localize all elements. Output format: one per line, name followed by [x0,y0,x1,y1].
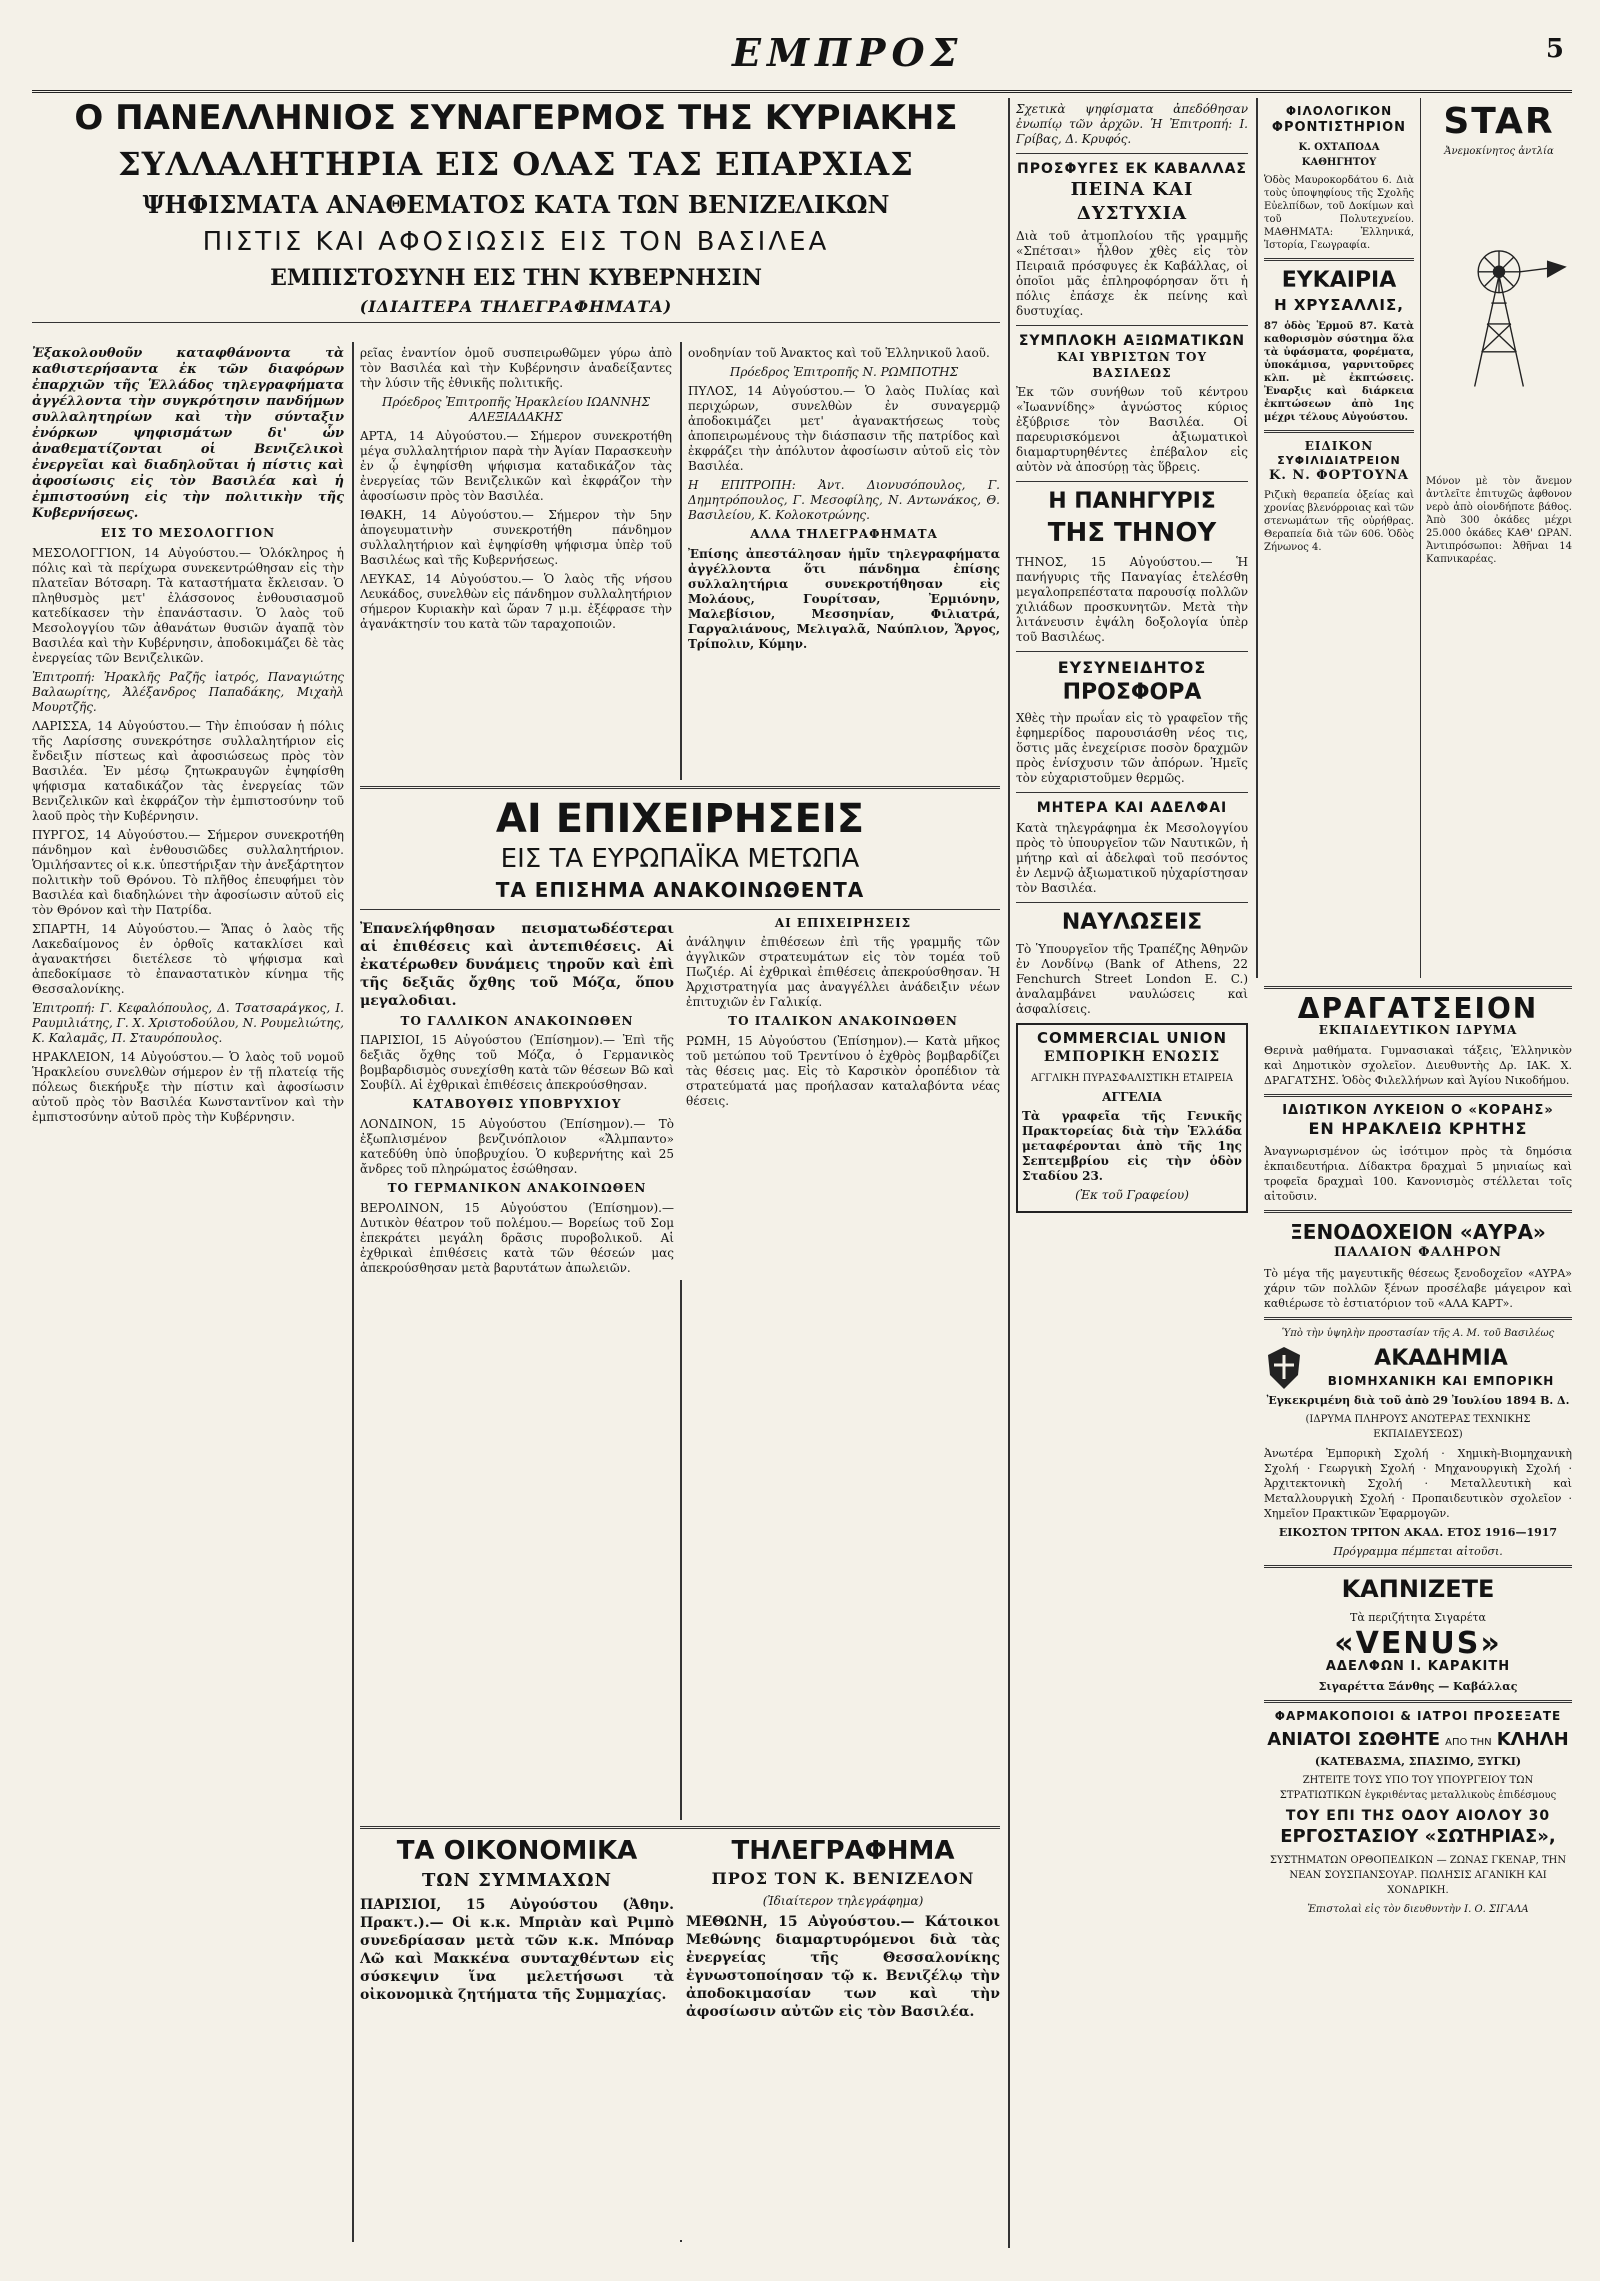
war-col-right [686,916,1000,1280]
academy-header [1264,1345,1572,1389]
koraes-text: Ἀναγνωρισμένον ὡς ἰσότιμον πρὸς τὰ δημόσια ἐκπαιδευτήρια. Δίδακτρα δραχμαὶ 5 μηνιαίως καὶ τροφεῖα δραχμαὶ 100. Κανονισμὸς στέλλεται τοῖς αἰτοῦσιν. [1264,1145,1572,1204]
italian-bulletin: ΡΩΜΗ, 15 Αὐγούστου (Ἐπίσημον).— Κατὰ μῆκος τοῦ μετώπου τοῦ Τρεντίνου ὁ ἐχθρὸς βομβαρδίζει τὰς θέσεις μας. Εἰς τὸ Καρσικὸν ὀροπέδιον τὰ στρατεύματά μας προήλασαν καταλαβόντα νέας θέσεις. [686,1033,1000,1108]
kavala-subheading: ΠΕΙΝΑ ΚΑΙ ΔΥΣΤΥΧΙΑ [1070,179,1194,224]
pharma-from: ΑΠΟ ΤΗΝ [1445,1737,1492,1749]
academy-titles [1310,1345,1572,1389]
ads-lower [1264,980,1572,2250]
academy-program: Πρόγραμμα πέμπεται αἰτοῦσι. [1333,1545,1503,1559]
pharma-approved: ΖΗΤΕΙΤΕ ΤΟΥΣ ΥΠΟ ΤΟΥ ΥΠΟΥΡΓΕΙΟΥ ΤΩΝ ΣΤΡΑΤΙΩΤΙΚΩΝ ἐγκριθέντας μεταλλικοὺς ἐπιδέσμους [1279,1775,1557,1802]
masthead [32,20,1572,93]
divider [1016,902,1248,903]
star-ad [1426,104,1572,974]
pharma-cure: ΑΝΙΑΤΟΙ ΣΩΘΗΤΕ [1267,1729,1441,1751]
charity-heading: ΕΥΣΥΝΕΙΔΗΤΟΣ [1057,657,1207,677]
italian-heading: ΤΟ ΙΤΑΛΙΚΟΝ ΑΝΑΚΟΙΝΩΘΕΝ [728,1014,958,1029]
divider [1264,258,1414,261]
econ-heading: ΤΑ ΟΙΚΟΝΟΜΙΚΑ [396,1836,638,1866]
lead-headlines [32,98,1000,323]
column-rule [1420,98,1421,978]
academy-foundation: (ΙΔΡΥΜΑ ΠΛΗΡΟΥΣ ΑΝΩΤΕΡΑΣ ΤΕΧΝΙΚΗΣ ΕΚΠΑΙΔΕΥΣΕΩΣ) [1305,1414,1531,1441]
col2-lefkas: ΛΕΥΚΑΣ, 14 Αὐγούστου.— Ὁ λαὸς τῆς νήσου Λευκάδος, συνελθὼν εἰς πάνδημον συλλαλητήριον σήμερον Κυριακὴν καὶ ὥραν 7 μ.μ. ἐξέφρασε τὴν ἀγανάκτησίν του κατὰ τῶν ταραχοποιῶν. [360,572,672,631]
col4-top: Σχετικὰ ψηφίσματα ἀπεδόθησαν ἐνωπίῳ τῶν ἀρχῶν. Ἡ Ἐπιτροπή: Ι. Γρίβας, Δ. Κρυφός. [1016,102,1248,146]
war-section [360,780,1000,1280]
lead-signature-1: Ἐπιτροπή: Ἠρακλῆς Ραζῆς ἰατρός, Παναγιώτης Βαλαωρίτης, Ἀλέξανδρος Παπαδάκης, Μιχαὴλ Μουρτζῆς. [32,669,344,714]
war-lead: Ἐπανελήφθησαν πεισματωδέστεραι αἱ ἐπιθέσεις καὶ ἀντεπιθέσεις. Αἱ ἐκατέρωθεν δυνάμεις τηροῦν καὶ ἐπὶ τῆς δεξιᾶς ὄχθης τοῦ Μόζα, ὅπου μεγαλοδιαι. [360,920,674,1009]
naval-heading: ΝΑΥΛΩΣΕΙΣ [1061,910,1203,936]
war-headline-1: ΑΙ ΕΠΙΧΕΙΡΗΣΕΙΣ [495,796,865,842]
syf-doctor: Κ. Ν. ΦΟΡΤΟΥΝΑ [1269,468,1409,484]
divider [360,909,1000,910]
pharma-products: ΣΥΣΤΗΜΑΤΩΝ ΟΡΘΟΠΕΔΙΚΩΝ — ΖΩΝΑΣ ΓΚΕΝΑΡ, ΤΗΝ ΝΕΑΝ ΣΟΥΣΠΑΝΣΟΥΑΡ. ΠΩΛΗΣΙΣ ΑΓΑΝΙΚΗ ΚΑΙ ΧΟΝΔΡΙΚΗ. [1269,1854,1567,1896]
bottom-columns [360,1835,1000,2025]
academy-schools: Ἀνωτέρα Ἐμπορικὴ Σχολή · Χημικὴ-Βιομηχανικὴ Σχολή · Γεωργικὴ Σχολή · Μηχανουργικὴ Σχολή · Ἀρχιτεκτονικὴ Σχολή · Μεταλλευτικὴ καὶ Μεταλλουργικὴ Σχολή · Προπαιδευτικὸν σχολεῖον · Χημεῖον Πρακτικῶν Ἐφαρμογῶν. [1264,1447,1572,1521]
divider [360,786,1000,789]
avra-text: Τὸ μέγα τῆς μαγευτικῆς θέσεως ξενοδοχεῖον «ΑΥΡΑ» χάριν τῶν πολλῶν ξένων προσέλαβε μάγειρον καὶ καθιέρωσε τὸ ἑστιατόριον τοῦ «ΑΛΑ ΚΑΡΤ». [1264,1267,1572,1311]
cu-subtitle: ΑΓΓΛΙΚΗ ΠΥΡΑΣΦΑΛΙΣΤΙΚΗ ΕΤΑΙΡΕΙΑ [1031,1072,1233,1084]
mother-heading: ΜΗΤΕΡΑ ΚΑΙ ΑΔΕΛΦΑΙ [1036,800,1228,817]
war-headline-2: ΕΙΣ ΤΑ ΕΥΡΩΠΑΪΚΑ ΜΕΤΩΠΑ [500,844,860,874]
phil-text: Ὁδὸς Μαυροκορδάτου 6. Διὰ τοὺς ὑποψηφίους τῆς Σχολῆς Εὐελπίδων, τοῦ Δοκίμων καὶ τοῦ Πολυτεχνείου. ΜΑΘΗΜΑΤΑ: Ἑλληνικά, Ἱστορία, Γεωγραφία. [1264,175,1414,252]
divider [1264,1317,1572,1320]
col3-other: Ἐπίσης ἀπεστάλησαν ἡμῖν τηλεγραφήματα ἀγγέλλοντα ὅτι πάνδημα ἐπίσης συλλαλητήρια συνεκροτήθησαν εἰς Μολάους, Γουρίτσαν, Ἐρμιόνην, Μαλεβίσιον, Μεσσηνίαν, Φιλιατρά, Γαργαλιάνους, Μελιγαλᾶ, Ναύπλιον, Ἄργος, Τρίπολιν, Κύμην. [688,546,1000,651]
lead-body-5: ΗΡΑΚΛΕΙΟΝ, 14 Αὐγούστου.— Ὁ λαὸς τοῦ νομοῦ Ἡρακλείου συνελθὼν σήμερον ἐν τῇ πλατείᾳ τῆς πόλεως διεκήρυξε τὴν πίστιν καὶ ἀφοσίωσιν αὐτοῦ πρὸς τὸν Βασιλέα Κωνσταντῖνον καὶ τὴν ἐμπιστοσύνην αὐτοῦ πρὸς τὴν Κυβέρνησιν. [32,1049,344,1124]
divider [360,1826,1000,1829]
academy-subtitle: ΒΙΟΜΗΧΑΝΙΚΗ ΚΑΙ ΕΜΠΟΡΙΚΗ [1327,1373,1555,1388]
cu-title: COMMERCIAL UNION [1036,1028,1227,1047]
telegram-column [686,1835,1000,2025]
academy-year: ΕΙΚΟΣΤΟΝ ΤΡΙΤΟΝ ΑΚΑΔ. ΕΤΟΣ 1916—1917 [1278,1526,1558,1540]
divider [1264,986,1572,989]
lead-intro: Ἐξακολουθοῦν καταφθάνοντα τὰ καθιστερήσαντα ἐκ τῶν διαφόρων ἐπαρχιῶν τῆς Ἑλλάδος τηλεγραφήματα ἀγγέλλοντα τὴν συγκρότησιν πανδήμων συλλαλητηρίων καὶ τὴν σύνταξιν ἐνόρκων ψηφισμάτων δι' ὧν ἀναθεματίζονται οἱ Βενιζελικοὶ ἐνεργεῖαι καὶ διαδηλοῦται ἡ πίστις καὶ ἀφοσίωσις εἰς τὸν Βασιλέα καὶ ἡ ἐμπιστοσύνη εἰς τὴν πολιτικὴν τῆς Κυβερνήσεως. [32,346,344,521]
lead-headline-3: ΨΗΦΙΣΜΑΤΑ ΑΝΑΘΕΜΑΤΟΣ ΚΑΤΑ ΤΩΝ ΒΕΝΙΖΕΛΙΚΩΝ [142,190,890,220]
dragatseion-text: Θερινὰ μαθήματα. Γυμνασιακαὶ τάξεις, Ἑλληνικὸν καὶ Δημοτικὸν σχολεῖον. Διευθυντὴς Δρ. ΙΑΚ. Χ. ΔΡΑΓΑΤΣΗΣ. Ὁδὸς Φιλελλήνων καὶ Ἁγίου Νικοδήμου. [1264,1043,1572,1087]
cu-title-greek: ΕΜΠΟΡΙΚΗ ΕΝΩΣΙΣ [1043,1049,1221,1066]
telegram-text: ΜΕΘΩΝΗ, 15 Αὐγούστου.— Κάτοικοι Μεθώνης διαμαρτυρόμενοι διὰ τὰς ἐνεργείας τῆς Θεσσαλονίκης ἐγνωστοποίησαν τῷ κ. Βενιζέλῳ τὴν ἀποδοκιμασίαν των καὶ τὴν ἀφοσίωσιν αὐτῶν εἰς τὸν Βασιλέα. [686,1913,1000,2020]
avra-title: ΞΕΝΟΔΟΧΕΙΟΝ «ΑΥΡΑ» [1290,1220,1546,1245]
col2-continuation: ρεῖας ἐναντίον ὁμοῦ συσπειρωθῶμεν γύρω ἀπὸ τὸν Βασιλέα καὶ τὴν Κυβέρνησιν ἀναδείξαντες τὴν λύσιν τῆς ἐθνικῆς πολιτικῆς. [360,346,672,390]
telegram-note: (Ἰδιαίτερον τηλεγράφημα) [762,1893,924,1908]
econ-subheading: ΤΩΝ ΣΥΜΜΑΧΩΝ [422,1869,612,1891]
kavala-text: Διὰ τοῦ ἀτμοπλοίου τῆς γραμμῆς «Σπέτσαι» ἦλθον χθὲς εἰς τὸν Πειραιᾶ πρόσφυγες ἐκ Καβάλλας, οἱ ὁποῖοι μᾶς ἐπληροφόρησαν ὅτι ἡ πόλις ἐπάσχε ἐκ πείνης καὶ δυστυχίας. [1016,228,1248,318]
venus-maker: ΑΔΕΛΦΩΝ Ι. ΚΑΡΑΚΙΤΗ [1325,1658,1511,1674]
lead-body-2: ΛΑΡΙΣΣΑ, 14 Αὐγούστου.— Τὴν ἐπιούσαν ἡ πόλις τῆς Λαρίσσης συνεκρότησε συλλαλητήριον εἰς ἔνδειξιν πίστεως καὶ ἀφοσιώσεως πρὸς τὸν Βασιλέα. Ἐν μέσῳ ζητωκραυγῶν ἐψηφίσθη ψήφισμα καταδικάζον τὰς ἐνεργείας τῶν Βενιζελικῶν καὶ ἐκφράζον τὴν ἐμπιστοσύνην τοῦ λαοῦ πρὸς τὴν Κυβέρνησιν. [32,718,344,823]
charity-text: Χθὲς τὴν πρωΐαν εἰς τὸ γραφεῖον τῆς ἐφημερίδος παρουσιάσθη νέος τις, ὅστις μᾶς ἐνεχείρισε ποσὸν δραχμῶν πρὸς ἐνίσχυσιν τῶν ἀπόρων. Ἡμεῖς τὸν εὐχαριστοῦμεν θερμῶς. [1016,711,1248,786]
lead-headline-4: ΠΙΣΤΙΣ ΚΑΙ ΑΦΟΣΙΩΣΙΣ ΕΙΣ ΤΟΝ ΒΑΣΙΛΕΑ [202,227,830,258]
pharma-heading: ΦΑΡΜΑΚΟΠΟΙΟΙ & ΙΑΤΡΟΙ ΠΡΟΣΕΞΑΤΕ [1274,1709,1562,1724]
naval-text: Τὸ Ὑπουργεῖον τῆς Τραπέζης Ἀθηνῶν ἐν Λονδίνῳ (Bank of Athens, 22 Fenchurch Street London E. C.) ἀναλαμβάνει ναυλώσεις καὶ ἀσφαλίσεις. [1016,941,1248,1016]
phil-subtitle: ΦΡΟΝΤΙΣΤΗΡΙΟΝ [1271,119,1407,135]
star-title: STAR [1443,104,1555,142]
star-text: Μόνον μὲ τὸν ἄνεμον ἀντλεῖτε ἐπιτυχῶς ἀφθονον νερὸ ἀπὸ οἱονδήποτε βάθος. Ἀπὸ 300 ὀκάδες μέχρι 25.000 ὀκάδες ΚΑΘ' ΩΡΑΝ. Ἀντιπρόσωποι: Ἀθῆναι 14 Καπνικαρέας. [1426,476,1572,565]
officers-heading: ΣΥΜΠΛΟΚΗ ΑΞΙΩΜΑΤΙΚΩΝ [1018,332,1246,349]
officers-subheading: ΚΑΙ ΥΒΡΙΣΤΩΝ ΤΟΥ ΒΑΣΙΛΕΩΣ [1056,350,1208,380]
lead-sub-1: ΕΙΣ ΤΟ ΜΕΣΟΛΟΓΓΙΟΝ [100,526,276,540]
lead-headline-1: Ο ΠΑΝΕΛΛΗΝΙΟΣ ΣΥΝΑΓΕΡΜΟΣ ΤΗΣ ΚΥΡΙΑΚΗΣ [74,98,958,138]
econ-column [360,1835,674,2025]
col3-signature: Πρόεδρος Ἐπιτροπῆς Ν. ΡΩΜΠΟΤΗΣ [729,365,959,379]
newspaper-page [32,20,1572,2260]
col3-other-heading: ΑΛΛΑ ΤΗΛΕΓΡΑΦΗΜΑΤΑ [750,527,938,541]
koraes-subtitle: ΕΝ ΗΡΑΚΛΕΙΩ ΚΡΗΤΗΣ [1308,1119,1528,1139]
war-col-left [360,916,674,1280]
officers-text: Ἐκ τῶν συνήθων τοῦ κέντρου «Ἰωαννίδης» ἀγνώστος κύριος ἐξύβρισε τὸν Βασιλέα. Οἱ παρευρισκόμενοι ἀξιωματικοὶ διαμαρτυρηθέντες ἐπέβαλον εἰς αὐτὸν νὰ ἀποσύρῃ τὰς ὕβρεις. [1016,385,1248,475]
column-rule [1008,98,1010,2248]
french-bulletin: ΠΑΡΙΣΙΟΙ, 15 Αὐγούστου (Ἐπίσημον).— Ἐπὶ τῆς δεξιᾶς ὄχθης τοῦ Μόζα, ὁ Γερμανικὸς βομβαρδισμὸς συνεχίσθη κατὰ τῶν θέσεων Βῶ καὶ Σουβίλ. Αἱ ἐχθρικαὶ ἐπιθέσεις ἀπεκρούσθησαν. [360,1033,674,1093]
academy-title: ΑΚΑΔΗΜΙΑ [1374,1346,1508,1372]
british-bulletin: ΛΟΝΔΙΝΟΝ, 15 Αὐγούστου (Ἐπίσημον).— Τὸ ἐξωπλισμένον βενζινόπλοιον «Ἄλμπαντο» κατεδύθη ὑπὸ ὑποβρυχίου. Ὁ κυβερνήτης καὶ 25 ἄνδρες τοῦ πληρώματος ἐσώθησαν. [360,1116,674,1176]
syf-heading: ΣΥΦΙΛΙΔΙΑΤΡΕΙΟΝ [1277,454,1401,468]
pharma-factory: ΕΡΓΟΣΤΑΣΙΟΥ «ΣΩΤΗΡΙΑΣ», [1280,1826,1556,1848]
divider [1016,153,1248,154]
lead-body-3: ΠΥΡΓΟΣ, 14 Αὐγούστου.— Σήμερον συνεκροτήθη πάνδημον καὶ ἐνθουσιῶδες συλλαλητήριον. Ὁμιλήσαντες οἱ κ.κ. ὑπεστήριξαν τὴν ἀνεξάρτητον πολιτικὴν τοῦ Θρόνου. Τὸ πλῆθος ἐπευφήμει τὸν Βασιλέα καὶ διαδηλώνει τὴν ἀφοσίωσιν αὐτοῦ εἰς τὸν Θρόνον καὶ τὴν Πατρίδα. [32,827,344,917]
pharma-contact: Ἐπιστολαὶ εἰς τὸν διευθυντὴν Ι. Ο. ΣΙΓΑΛΑ [1307,1903,1529,1915]
syf-label: ΕΙΔΙΚΟΝ [1304,438,1374,453]
divider [1016,481,1248,482]
tinos-text: ΤΗΝΟΣ, 15 Αὐγούστου.— Ἡ πανήγυρις τῆς Παναγίας ἐτελέσθη μεγαλοπρεπέστατα παρουσίᾳ πολλῶν χιλιάδων προσκυνητῶν. Μετὰ τὴν λιτάνευσιν ἐψάλη δοξολογία ὑπὲρ τοῦ Βασιλέως. [1016,554,1248,644]
dragatseion-title: ΔΡΑΓΑΤΣΕΙΟΝ [1297,992,1539,1025]
telegram-heading: ΤΗΛΕΓΡΑΦΗΜΑ [731,1836,955,1866]
koraes-title: ΙΔΙΩΤΙΚΟΝ ΛΥΚΕΙΟΝ Ο «ΚΟΡΑΗΣ» [1282,1102,1554,1118]
venus-brand: «VENUS» [1334,1625,1502,1661]
academy-approval: Ἐγκεκριμένη διὰ τοῦ ἀπὸ 29 Ἰουλίου 1894 Β. Δ. [1266,1394,1570,1408]
academy-patronage: Ὑπὸ τὴν ὑψηλὴν προστασίαν τῆς Α. Μ. τοῦ Βασιλέως [1281,1328,1555,1340]
avra-subtitle: ΠΑΛΑΙΟΝ ΦΑΛΗΡΟΝ [1333,1245,1503,1261]
windmill-illustration [1426,167,1572,467]
dragatseion-heading: ΕΚΠΑΙΔΕΥΤΙΚΟΝ ΙΔΡΥΜΑ [1318,1023,1518,1037]
tinos-heading: Η ΠΑΝΗΓΥΡΙΣ [1048,489,1216,515]
ops-text: ἀνάληψιν ἐπιθέσεων ἐπὶ τῆς γραμμῆς τῶν ἀγγλικῶν στρατευμάτων εἰς τὸν τομέα τοῦ Πωζιέρ. Αἱ ἐχθρικαὶ ἐπιθέσεις ἀπεκρούσθησαν. Ἡ Ἀρχιστρατηγία μας ἀναγγέλλει ἀνάδειξιν νέων ἐπιτυχιῶν ἐν Γαλικίᾳ. [686,935,1000,1010]
eukairia-text: 87 ὁδὸς Ἑρμοῦ 87. Κατὰ καθορισμὸν σύστημα ὅλα τὰ ὑφάσματα, φορέματα, ὑποκάμισα, γαρνιτοῦρες κλπ. μὲ ἐκπτώσεις. Ἐναρξις καὶ διάρκεια ἐκπτώσεων ἀπὸ 1ης μέχρι τέλους Αὐγούστου. [1264,320,1414,423]
pharma-address: ΤΟΥ ΕΠΙ ΤΗΣ ΟΔΟΥ ΑΙΟΛΟΥ 30 [1285,1808,1551,1825]
phil-teacher: Κ. ΟΧΤΑΠΟΔΑ ΚΑΘΗΓΗΤΟΥ [1298,142,1380,169]
column-3 [688,342,1000,762]
chrysallis-heading: Η ΧΡΥΣΑΛΛΙΣ, [1274,296,1404,315]
mother-text: Κατὰ τηλεγράφημα ἐκ Μεσολογγίου πρὸς τὸ ὑπουργεῖον τῶν Ναυτικῶν, ἡ μήτηρ καὶ αἱ ἀδελφαὶ τοῦ πεσόντος ἐν Λεμνῷ ἀξιωματικοῦ ηὐχαρίστησαν τὸν Βασιλέα. [1016,821,1248,896]
war-headline-3: ΤΑ ΕΠΙΣΗΜΑ ΑΝΑΚΟΙΝΩΘΕΝΤΑ [495,877,865,902]
divider [1016,792,1248,793]
venus-origin: Σιγαρέττα Ξάνθης — Καβάλλας [1318,1680,1518,1694]
pharma-headline [1264,1729,1572,1750]
ops-heading: ΑΙ ΕΠΙΧΕΙΡΗΣΕΙΣ [774,915,912,930]
lead-headline-5: ΕΜΠΙΣΤΟΣΥΝΗ ΕΙΣ ΤΗΝ ΚΥΒΕΡΝΗΣΙΝ [270,265,762,292]
pharma-types: (ΚΑΤΕΒΑΣΜΑ, ΣΠΑΣΙΜΟ, ΞΥΓΚΙ) [1314,1755,1522,1769]
phil-title: ΦΙΛΟΛΟΓΙΚΟΝ [1285,104,1393,118]
tinos-subheading: ΤΗΣ ΤΗΝΟΥ [1047,517,1217,548]
col2-signature: Πρόεδρος Ἐπιτροπῆς Ἠρακλείου ΙΩΑΝΝΗΣ ΑΛΕΞΙΑΔΑΚΗΣ [382,395,650,424]
col2-ithaki: ΙΘΑΚΗ, 14 Αὐγούστου.— Σήμερον τὴν 5ην ἀπογευματινὴν συνεκροτήθη πάνδημον συλλαλητήριον καὶ ἐψηφίσθη ψήφισμα ὑπὲρ τοῦ Βασιλέως καὶ τῆς Κυβερνήσεως. [360,508,672,567]
divider [1016,325,1248,326]
bottom-section [360,1820,1000,2240]
lead-signature-2: Ἐπιτροπή: Γ. Κεφαλόπουλος, Δ. Τσατσαράγκος, Ι. Ραυμιλιάτης, Γ. Χ. Χριστοδούλου, Ν. Ρουμελιώτης, Κ. Καλαμᾶς, Π. Σταυρόπουλος. [32,1000,344,1045]
divider [1264,1210,1572,1213]
cu-text: Τὰ γραφεῖα τῆς Γενικῆς Πρακτορείας διὰ τὴν Ἑλλάδα μεταφέρονται ἀπὸ τῆς 1ης Σεπτεμβρίου εἰς τὴν ὁδὸν Σταδίου 23. [1022,1108,1242,1183]
ads-col-a [1264,104,1414,974]
lead-body-4: ΣΠΑΡΤΗ, 14 Αὐγούστου.— Ἅπας ὁ λαὸς τῆς Λακεδαίμονος ἐν ὀρθοῖς κατακλίσει καὶ ἀγανακτήσει διετέλεσε τὸ ψήφισμα καὶ ἀπεδοκίμασε τὸ ἐπαναστατικὸν κίνημα τῆς Θεσσαλονίκης. [32,921,344,996]
star-subtitle: Ἀνεμοκίνητος ἀντλία [1444,146,1554,157]
column-4 [1016,98,1248,2248]
venus-sub: Τὰ περιζήτητα Σιγαρέτα [1350,1610,1486,1624]
french-heading: ΤΟ ΓΑΛΛΙΚΟΝ ΑΝΑΚΟΙΝΩΘΕΝ [400,1013,634,1028]
lead-headline-6: (ΙΔΙΑΙΤΕΡΑ ΤΗΛΕΓΡΑΦΗΜΑΤΑ) [32,297,1000,323]
column-rule [1256,98,1258,978]
column-1 [32,342,344,2242]
col3-pylos: ΠΥΛΟΣ, 14 Αὐγούστου.— Ὁ λαὸς Πυλίας καὶ περιχώρων, συνελθὼν ἐν συναγερμῷ ἀποδοκιμάζει μετ' ἀγανακτήσεως τοὺς ἀποπειρωμένους τὴν διάσπασιν τῆς πατρίδος καὶ ἐκφράζει τὴν ἀπόλυτον ἀφοσίωσιν αὐτοῦ εἰς τὸν Βασιλέα. [688,384,1000,473]
german-heading: ΤΟ ΓΕΡΜΑΝΙΚΟΝ ΑΝΑΚΟΙΝΩΘΕΝ [387,1180,647,1195]
crest-icon [1264,1345,1304,1389]
commercial-union-ad [1016,1023,1248,1213]
british-heading: ΚΑΤΑΒΟΥΘΙΣ ΥΠΟΒΡΥΧΙΟΥ [412,1097,622,1112]
column-rule [352,342,354,2242]
syf-text: Ριζικὴ θεραπεία ὀξείας καὶ χρονίας βλενόρροιας καὶ τῶν στενωμάτων τῆς οὐρήθρας. Θεραπεία διὰ τῶν 606. Ὁδὸς Ζήνωνος 4. [1264,490,1414,554]
kavala-heading: ΠΡΟΣΦΥΓΕΣ ΕΚ ΚΑΒΑΛΛΑΣ [1017,161,1247,177]
divider [1016,651,1248,652]
lead-headline-2: ΣΥΛΛΑΛΗΤΗΡΙΑ ΕΙΣ ΟΛΑΣ ΤΑΣ ΕΠΑΡΧΙΑΣ [118,144,914,183]
divider [1264,1565,1572,1568]
page-number: 5 [1545,34,1564,64]
col3-continuation: ονοδηνίαν τοῦ Ἀνακτος καὶ τοῦ Ἑλληνικοῦ λαοῦ. [688,346,990,360]
masthead-title: ΕΜΠΡΟΣ [732,30,964,75]
divider [1264,1700,1572,1703]
venus-heading: ΚΑΠΝΙΖΕΤΕ [1341,1575,1495,1604]
divider [1264,1094,1572,1097]
cu-from: (Ἐκ τοῦ Γραφείου) [1075,1187,1189,1202]
telegram-subheading: ΠΡΟΣ ΤΟΝ Κ. ΒΕΝΙΖΕΛΟΝ [711,1868,975,1888]
col2-arta: ΑΡΤΑ, 14 Αὐγούστου.— Σήμερον συνεκροτήθη μέγα συλλαλητήριον παρὰ τὴν Ἀγίαν Παρασκευὴν ἐν ᾧ ἐψηφίσθη ψήφισμα καταδικάζον τὰς ἐνεργείας τῶν Βενιζελικῶν καὶ ἐκφράζον τὴν ἀφοσίωσιν πρὸς τὸν Βασιλέα. [360,429,672,503]
cu-notice: ΑΓΓΕΛΙΑ [1102,1089,1162,1104]
divider [1264,430,1414,433]
lead-body-1: ΜΕΣΟΛΟΓΓΙΟΝ, 14 Αὐγούστου.— Ὁλόκληρος ἡ πόλις καὶ τὰ περίχωρα συνεκεντρώθησαν εἰς τὴν πλατεῖαν Βότσαρη. Τὰ καταστήματα ἔκλεισαν. Ὁ πληθυσμὸς μετ' ἐλάσσονος ἐνθουσιασμοῦ κατεδίκασεν τὴν ἐπανάστασιν. Ὁ λαὸς τοῦ Μεσολογγίου τῶν ἀθανάτων θυσιῶν ἀγαπᾷ τὸν Βασιλέα καὶ τὴν Κυβέρνησιν, ἀποδοκιμάζει δὲ τὰς ἐνεργείας τῶν Βενιζελικῶν. [32,545,344,665]
pharma-hernia: ΚΛΗΛΗ [1496,1729,1569,1751]
war-columns [360,916,1000,1280]
col3-committee: Η ΕΠΙΤΡΟΠΗ: Ἀντ. Διονυσόπουλος, Γ. Δημητρόπουλος, Γ. Μεσοφίλης, Ν. Αντωνάκος, Θ. Βασιλείου, Κ. Κολοκοτρώνης. [688,478,1000,522]
german-bulletin: ΒΕΡΟΛΙΝΟΝ, 15 Αὐγούστου (Ἐπίσημον).— Δυτικὸν θέατρον τοῦ πολέμου.— Βορείως τοῦ Σομ ἐπεκράτει μεγάλη δρᾶσις πυροβολικοῦ. Αἱ ἐχθρικαὶ ἐπιθέσεις κατὰ τῶν θέσεών μας ἀπεκρούσθησαν μετὰ βαρυτάτων ἀπωλειῶν. [360,1200,674,1275]
econ-text: ΠΑΡΙΣΙΟΙ, 15 Αὐγούστου (Ἀθην. Πρακτ.).— Οἱ κ.κ. Μπριὰν καὶ Ριμπὸ συνεδρίασαν μετὰ τῶν κ.κ. Μπόναρ Λῶ καὶ Μακκένα συνταχθέντων εἰς σύσκεψιν ἵνα μελετήσωσι τὰ οἰκονομικὰ ζητήματα τῆς Συμμαχίας. [360,1897,674,2004]
eukairia-heading: ΕΥΚΑΙΡΙΑ [1281,268,1397,294]
charity-subheading: ΠΡΟΣΦΟΡΑ [1062,679,1202,705]
